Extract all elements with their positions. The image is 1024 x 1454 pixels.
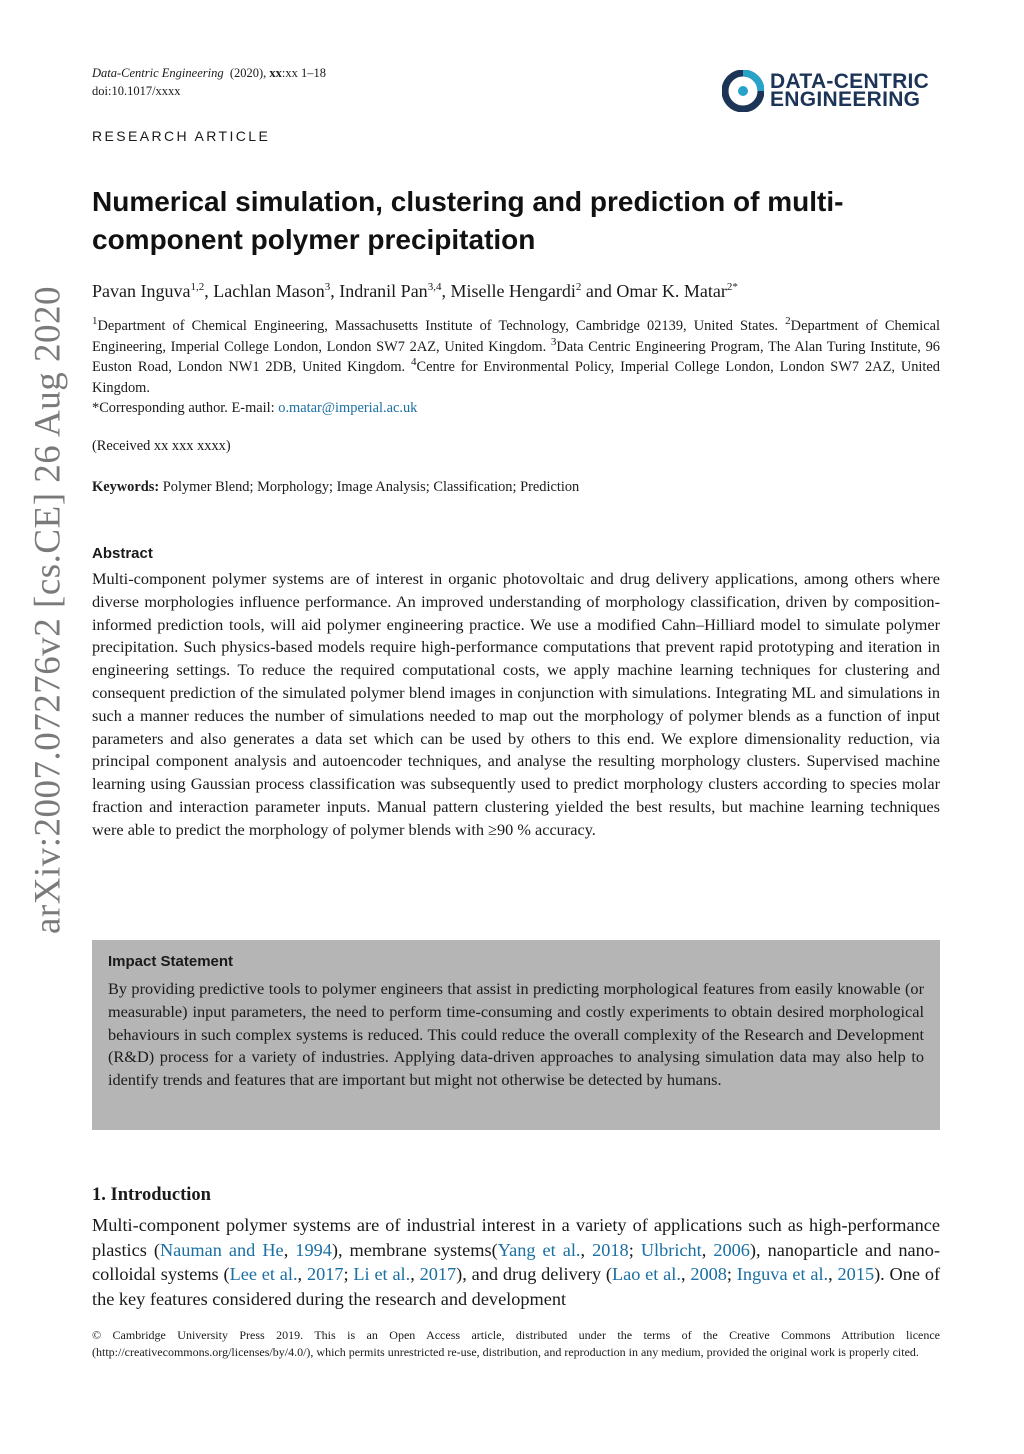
affiliation-3: Data Centric Engineering Program, The Alan Turing Institute, 96 Euston Road, London NW1 2DB, United Kingdom. [92,338,940,375]
citation-link[interactable]: Lee et al. [229,1264,298,1284]
intro-text: ). One of the key features considered during the research and development [92,1264,941,1309]
author-affil-sup: 1,2 [190,281,205,293]
author-affil-sup: 2 [575,281,582,293]
citation-link[interactable]: Inguva et al. [736,1264,829,1284]
citation-link[interactable]: 2015 [837,1264,875,1284]
abstract-heading: Abstract [92,545,153,562]
citation-link[interactable]: 2017 [419,1264,457,1284]
keywords-label: Keywords: [92,479,160,495]
impact-text: By providing predictive tools to polymer engineers that assist in predicting morphological features from easily knowable (or measurable) input parameters, the need to perform time-consuming and costly experiments to obtain desired morphological behaviours in such complex systems is reduced. This could reduce the overall complexity of the Research and Development (R&D) process for a variety of industries. Applying data-driven approaches to analysing simulation data may also help to identify trends and features that are important but might not otherwise be detected by humans. [108,979,924,1090]
citation-link[interactable]: 2008 [690,1264,727,1284]
journal-header [92,64,326,100]
author-affil-sup: 3 [324,281,331,293]
dce-logo-icon [722,70,764,112]
journal-volume: xx [269,66,282,80]
author-list [92,279,738,303]
citation-link[interactable]: Yang et al. [497,1239,581,1260]
journal-year: (2020), [229,66,267,80]
citation-link[interactable]: Ulbricht [640,1239,702,1260]
keywords [92,479,579,496]
citation-link[interactable]: Li et al. [353,1264,411,1284]
intro-text: , [680,1264,691,1284]
affiliation-2: Department of Chemical Engineering, Imperial College London, London SW7 2AZ, United Kingdom. [92,318,940,355]
citation-link[interactable]: 1994 [295,1239,332,1260]
affil-sup: 4 [411,356,417,369]
intro-text: Multi-component polymer systems are of industrial interest in a variety of applications such as high-performance plastics ( [92,1215,940,1260]
journal-pages: :xx 1–18 [281,66,327,80]
citation-link[interactable]: 2017 [306,1264,344,1284]
abstract-text: Multi-component polymer systems are of interest in organic photovoltaic and drug delivery applications, among others where diverse morphologies influence performance. An improved understanding of morphology classification, driven by composition-informed prediction tools, will aid polymer engineering practice. We use a modified Cahn–Hilliard model to simulate polymer precipitation. Such physics-based models require high-performance computations that prevent rapid prototyping and iteration in engineering settings. To reduce the required computational costs, we apply machine learning techniques for clustering and consequent prediction of the simulated polymer blend images in conjunction with simulations. Integrating ML and simulations in such a manner reduces the number of simulations needed to map out the morphology of polymer blends as a function of input parameters and also generates a data set which can be used by others to this end. We explore dimensionality reduction, via principal component analysis and autoencoder techniques, and analyse the resulting morphology clusters. Supervised machine learning using Gaussian process classification was subsequently used to predict morphology clusters according to species molar fraction and interaction parameter inputs. Manual pattern clustering yielded the best results, but machine learning techniques were able to predict the morphology of polymer blends with ≥90 % accuracy. [92,569,940,839]
copyright-footer: © Cambridge University Press 2019. This is an Open Access article, distributed under the terms of the Creative Commons Attribution licence (http://creativecommons.org/licenses/by/4.0/), which permits unrestricted re-use, distribution, and reproduction in any medium, provided the original work is properly cited. [92,1328,940,1359]
citation-link[interactable]: 2006 [713,1239,750,1260]
doi: doi:10.1017/xxxx [92,84,181,98]
author-name: Lachlan Mason [213,281,325,301]
intro-text: , [580,1239,593,1260]
author-affil-sup: 3,4 [427,281,442,293]
logo-line-1: DATA-CENTRIC [770,70,930,93]
article-type: RESEARCH ARTICLE [92,128,271,144]
affiliation-4: Centre for Environmental Policy, Imperial College London, London SW7 2AZ, United Kingdom. [92,359,941,396]
intro-text: ; [628,1239,641,1260]
affiliations [92,316,940,419]
intro-text: ), and drug delivery ( [456,1264,612,1284]
received-date: (Received xx xxx xxxx) [92,438,231,454]
keywords-list: Polymer Blend; Morphology; Image Analysis; Classification; Prediction [159,479,580,495]
intro-text: , [410,1264,420,1284]
arxiv-stamp: arXiv:2007.07276v2 [cs.CE] 26 Aug 2020 [27,286,69,934]
author-name: Pavan Inguva [92,281,191,301]
intro-text: ), nanoparticle and nano-colloidal systems ( [92,1239,941,1284]
intro-text: , [283,1239,296,1260]
paper-title: Numerical simulation, clustering and prediction of multi-component polymer precipitation [92,186,844,255]
author-name: Omar K. Matar [616,281,727,301]
impact-heading: Impact Statement [108,953,234,970]
logo-line-2: ENGINEERING [770,88,921,111]
intro-paragraph [92,1213,940,1311]
intro-text: ), membrane systems( [331,1239,498,1260]
intro-text: , [701,1239,714,1260]
journal-name: Data-Centric Engineering [92,66,224,80]
citation-link[interactable]: Lao et al. [611,1264,681,1284]
intro-text: ; [726,1264,737,1284]
citation-link[interactable]: Nauman and He [159,1239,284,1260]
author-sep: , [441,281,451,301]
affil-sup: 1 [92,315,98,328]
journal-logo [722,70,929,112]
author-sep: and [581,281,617,301]
affil-sup: 3 [550,335,557,348]
intro-text: ; [343,1264,354,1284]
section-heading: 1. Introduction [92,1185,211,1205]
author-sep: , [330,281,340,301]
author-affil-sup: 2* [726,281,738,293]
author-sep: , [204,281,214,301]
author-name: Miselle Hengardi [450,281,576,301]
affiliation-1: Department of Chemical Engineering, Massachusetts Institute of Technology, Cambridge 02139, United States. [97,318,786,334]
email-link[interactable]: o.matar@imperial.ac.uk [278,400,418,416]
logo-wordmark [770,70,930,111]
corresponding-label: *Corresponding author. E-mail: [92,400,279,416]
author-name: Indranil Pan [339,281,428,301]
journal-citation [92,64,326,82]
intro-text: , [297,1264,307,1284]
affil-sup: 2 [785,315,791,328]
citation-link[interactable]: 2018 [592,1239,629,1260]
intro-text: , [828,1264,838,1284]
